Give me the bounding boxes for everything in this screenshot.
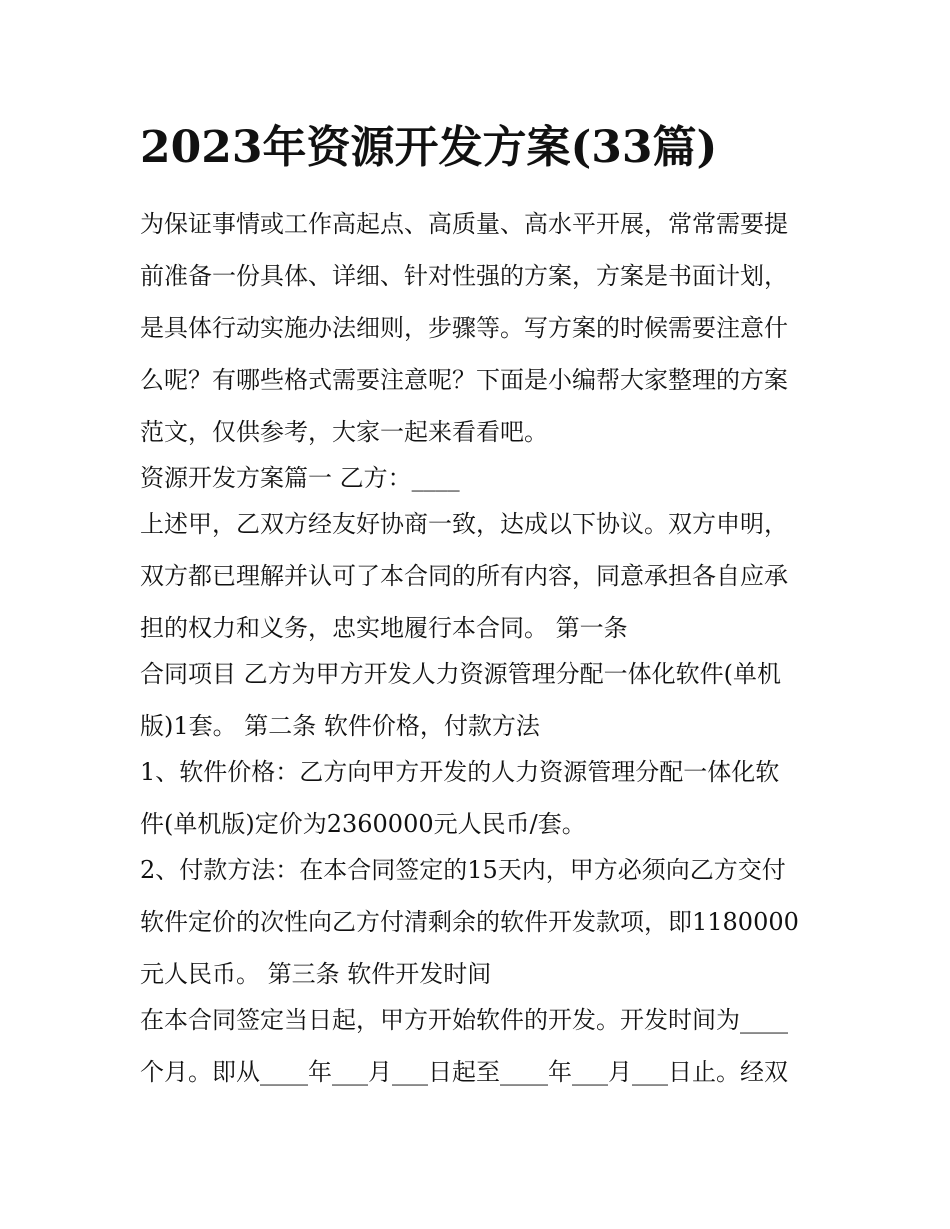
paragraph-line: 1、软件价格：乙方向甲方开发的人力资源管理分配一体化软 — [140, 758, 780, 786]
paragraph-line: 担的权力和义务，忠实地履行本合同。 第一条 — [140, 614, 628, 642]
paragraph-line: 版)1套。 第二条 软件价格，付款方法 — [140, 712, 540, 740]
paragraph-line: 在本合同签定当日起，甲方开始软件的开发。开发时间为____ — [140, 1006, 788, 1034]
paragraph-line: 上述甲，乙双方经友好协商一致，达成以下协议。双方申明， — [140, 510, 788, 538]
paragraph-line: 软件定价的次性向乙方付清剩余的软件开发款项，即1180000 — [140, 908, 799, 936]
paragraph-line: 合同项目 乙方为甲方开发人力资源管理分配一体化软件(单机 — [140, 660, 781, 688]
paragraph-line: 范文，仅供参考，大家一起来看看吧。 — [140, 418, 548, 446]
paragraph-line: 是具体行动实施办法细则，步骤等。写方案的时候需要注意什 — [140, 314, 788, 342]
paragraph-line: 么呢？有哪些格式需要注意呢？下面是小编帮大家整理的方案 — [140, 366, 788, 394]
paragraph-line: 前准备一份具体、详细、针对性强的方案，方案是书面计划， — [140, 262, 788, 290]
paragraph-line: 为保证事情或工作高起点、高质量、高水平开展，常常需要提 — [140, 210, 788, 238]
section-heading-line: 资源开发方案篇一 乙方：____ — [140, 464, 460, 492]
paragraph-line: 2、付款方法：在本合同签定的15天内，甲方必须向乙方交付 — [140, 856, 786, 884]
paragraph-line: 元人民币。 第三条 软件开发时间 — [140, 960, 492, 988]
paragraph-line: 个月。即从____年___月___日起至____年___月___日止。经双 — [140, 1058, 788, 1086]
document-body — [140, 198, 820, 1098]
document-title: 2023年资源开发方案(33篇) — [140, 122, 718, 173]
paragraph-line: 件(单机版)定价为2360000元人民币/套。 — [140, 810, 586, 838]
paragraph-line: 双方都已理解并认可了本合同的所有内容，同意承担各自应承 — [140, 562, 788, 590]
